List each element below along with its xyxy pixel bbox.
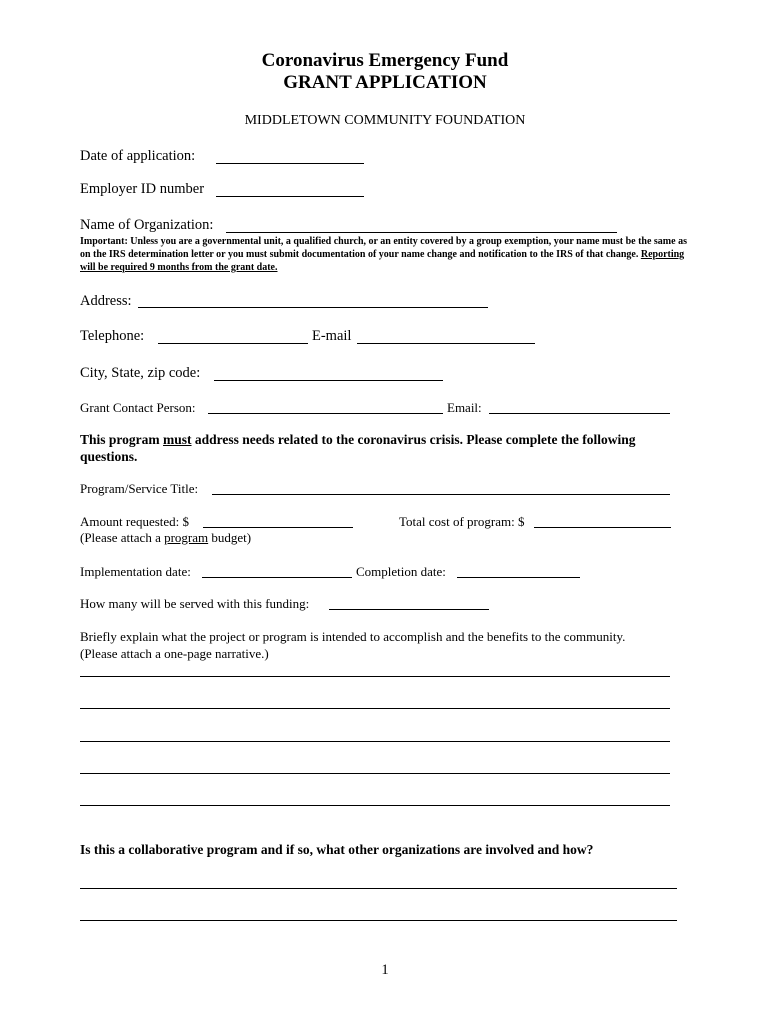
- explain-answer-line-5[interactable]: [80, 805, 670, 806]
- contact-email-field[interactable]: [489, 413, 670, 414]
- total-cost-field[interactable]: [534, 527, 671, 528]
- foundation-name: MIDDLETOWN COMMUNITY FOUNDATION: [244, 113, 526, 128]
- program-title-label: Program/Service Title:: [80, 481, 199, 496]
- total-cost-label: Total cost of program: $: [399, 514, 525, 529]
- served-count-label: How many will be served with this funding:: [80, 596, 310, 611]
- explain-answer-line-1[interactable]: [80, 676, 670, 677]
- employer-id-label: Employer ID number: [80, 181, 205, 197]
- program-intro-line2: questions.: [80, 449, 138, 464]
- explain-answer-line-2[interactable]: [80, 708, 670, 709]
- implementation-date-label: Implementation date:: [80, 564, 191, 579]
- date-of-application-field[interactable]: [216, 163, 364, 164]
- contact-email-label: Email:: [447, 400, 482, 415]
- important-notice: Important: Unless you are a governmental unit, a qualified church, or an entity covered by a group exemption, your name must be the same as on the IRS determination letter or you must submit documentation of your name change and notification to the IRS of that change. Reporting will be required 9 months from the grant date.: [80, 236, 687, 273]
- city-state-zip-field[interactable]: [214, 380, 443, 381]
- employer-id-field[interactable]: [216, 196, 364, 197]
- email-label: E-mail: [312, 328, 352, 344]
- amount-requested-label: Amount requested: $: [80, 514, 190, 529]
- program-intro-line1: This program must address needs related to the coronavirus crisis. Please complete the following: [80, 432, 636, 447]
- amount-requested-field[interactable]: [203, 527, 353, 528]
- grant-contact-field[interactable]: [208, 413, 443, 414]
- telephone-field[interactable]: [158, 343, 308, 344]
- explain-prompt-line1: Briefly explain what the project or program is intended to accomplish and the benefits to the community.: [80, 629, 626, 644]
- organization-name-label: Name of Organization:: [80, 217, 214, 233]
- collaboration-question: Is this a collaborative program and if so, what other organizations are involved and how?: [80, 842, 594, 857]
- telephone-label: Telephone:: [80, 328, 145, 344]
- explain-answer-line-3[interactable]: [80, 741, 670, 742]
- program-title-field[interactable]: [212, 494, 670, 495]
- page-number: 1: [381, 962, 389, 978]
- budget-attachment-note: (Please attach a program budget): [80, 530, 252, 545]
- collaboration-answer-line-1[interactable]: [80, 888, 677, 889]
- implementation-date-field[interactable]: [202, 577, 352, 578]
- completion-date-label: Completion date:: [356, 564, 446, 579]
- explain-answer-line-4[interactable]: [80, 773, 670, 774]
- address-label: Address:: [80, 293, 132, 309]
- date-of-application-label: Date of application:: [80, 148, 196, 164]
- organization-name-field[interactable]: [226, 232, 617, 233]
- email-field[interactable]: [357, 343, 535, 344]
- form-title-line2: GRANT APPLICATION: [283, 72, 487, 93]
- city-state-zip-label: City, State, zip code:: [80, 365, 201, 381]
- completion-date-field[interactable]: [457, 577, 580, 578]
- collaboration-answer-line-2[interactable]: [80, 920, 677, 921]
- served-count-field[interactable]: [329, 609, 489, 610]
- form-title-line1: Coronavirus Emergency Fund: [261, 50, 509, 71]
- explain-prompt-line2: (Please attach a one-page narrative.): [80, 646, 269, 661]
- grant-contact-label: Grant Contact Person:: [80, 400, 196, 415]
- address-field[interactable]: [138, 307, 488, 308]
